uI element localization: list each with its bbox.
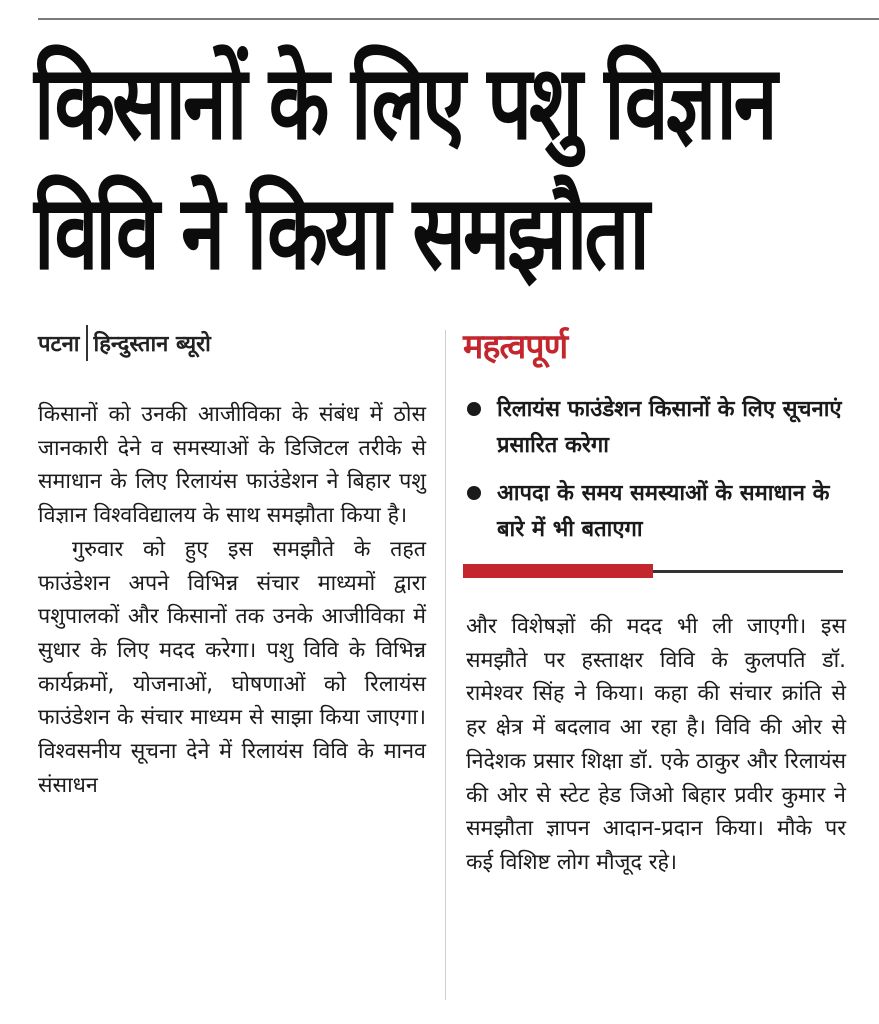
article-body-right [466,610,846,880]
important-box-rule [653,570,843,573]
paragraph: और विशेषज्ञों की मदद भी ली जाएगी। इस समझौते पर हस्ताक्षर विवि के कुलपति डॉ. रामेश्वर सिंह ने किया। कहा की संचार क्रांति से हर क्षेत्र में बदलाव आ रहा है। विवि की ओर से निदेशक प्रसार शिक्षा डॉ. एके ठाकुर और रिलायंस की ओर से स्टेट हेड जिओ बिहार प्रवीर कुमार ने समझौता ज्ञापन आदान-प्रदान किया। मौके पर कई विशिष्ट लोग मौजूद रहे। [466,614,846,875]
dateline-place: पटना [38,332,80,357]
headline [34,38,874,298]
important-point-text: रिलायंस फाउंडेशन किसानों के लिए सूचनाएं प्रसारित करेगा [497,397,842,458]
dateline-source: हिन्दुस्तान ब्यूरो [93,332,211,357]
important-point-text: आपदा के समय समस्याओं के समाधान के बारे में भी बताएगा [497,481,830,542]
article-body-left [38,398,426,802]
paragraph: गुरुवार को हुए इस समझौते के तहत फाउंडेशन अपने विभिन्न संचार माध्यमों द्वारा पशुपालकों और किसानों तक उनके आजीविका में सुधार के लिए मदद करेगा। पशु विवि के विभिन्न कार्यक्रमों, योजनाओं, घोषणाओं को रिलायंस फाउंडेशन के संचार माध्यम से साझा किया जाएगा। विश्वसनीय सूचना देने में रिलायंस विवि के मानव संसाधन [38,536,426,798]
bullet-icon [467,402,481,416]
dateline-separator [86,325,88,361]
bullet-icon [467,486,481,500]
paragraph: किसानों को उनकी आजीविका के संबंध में ठोस जानकारी देने व समस्याओं के डिजिटल तरीके से समाधान के लिए रिलायंस फाउंडेशन ने बिहार पशु विज्ञान विश्वविद्यालय के साथ समझौता किया है। [38,402,426,529]
important-box-accent-bar [463,564,653,578]
column-divider [445,330,446,1000]
dateline [38,318,211,368]
headline-line-1: किसानों के लिए पशु विज्ञान [34,43,775,163]
top-rule [38,18,879,20]
important-points-list [463,392,858,560]
important-point [463,392,858,464]
important-point [463,476,858,548]
important-box-title: महत्वपूर्ण [463,327,568,367]
headline-line-2: विवि ने किया समझौता [34,173,647,293]
